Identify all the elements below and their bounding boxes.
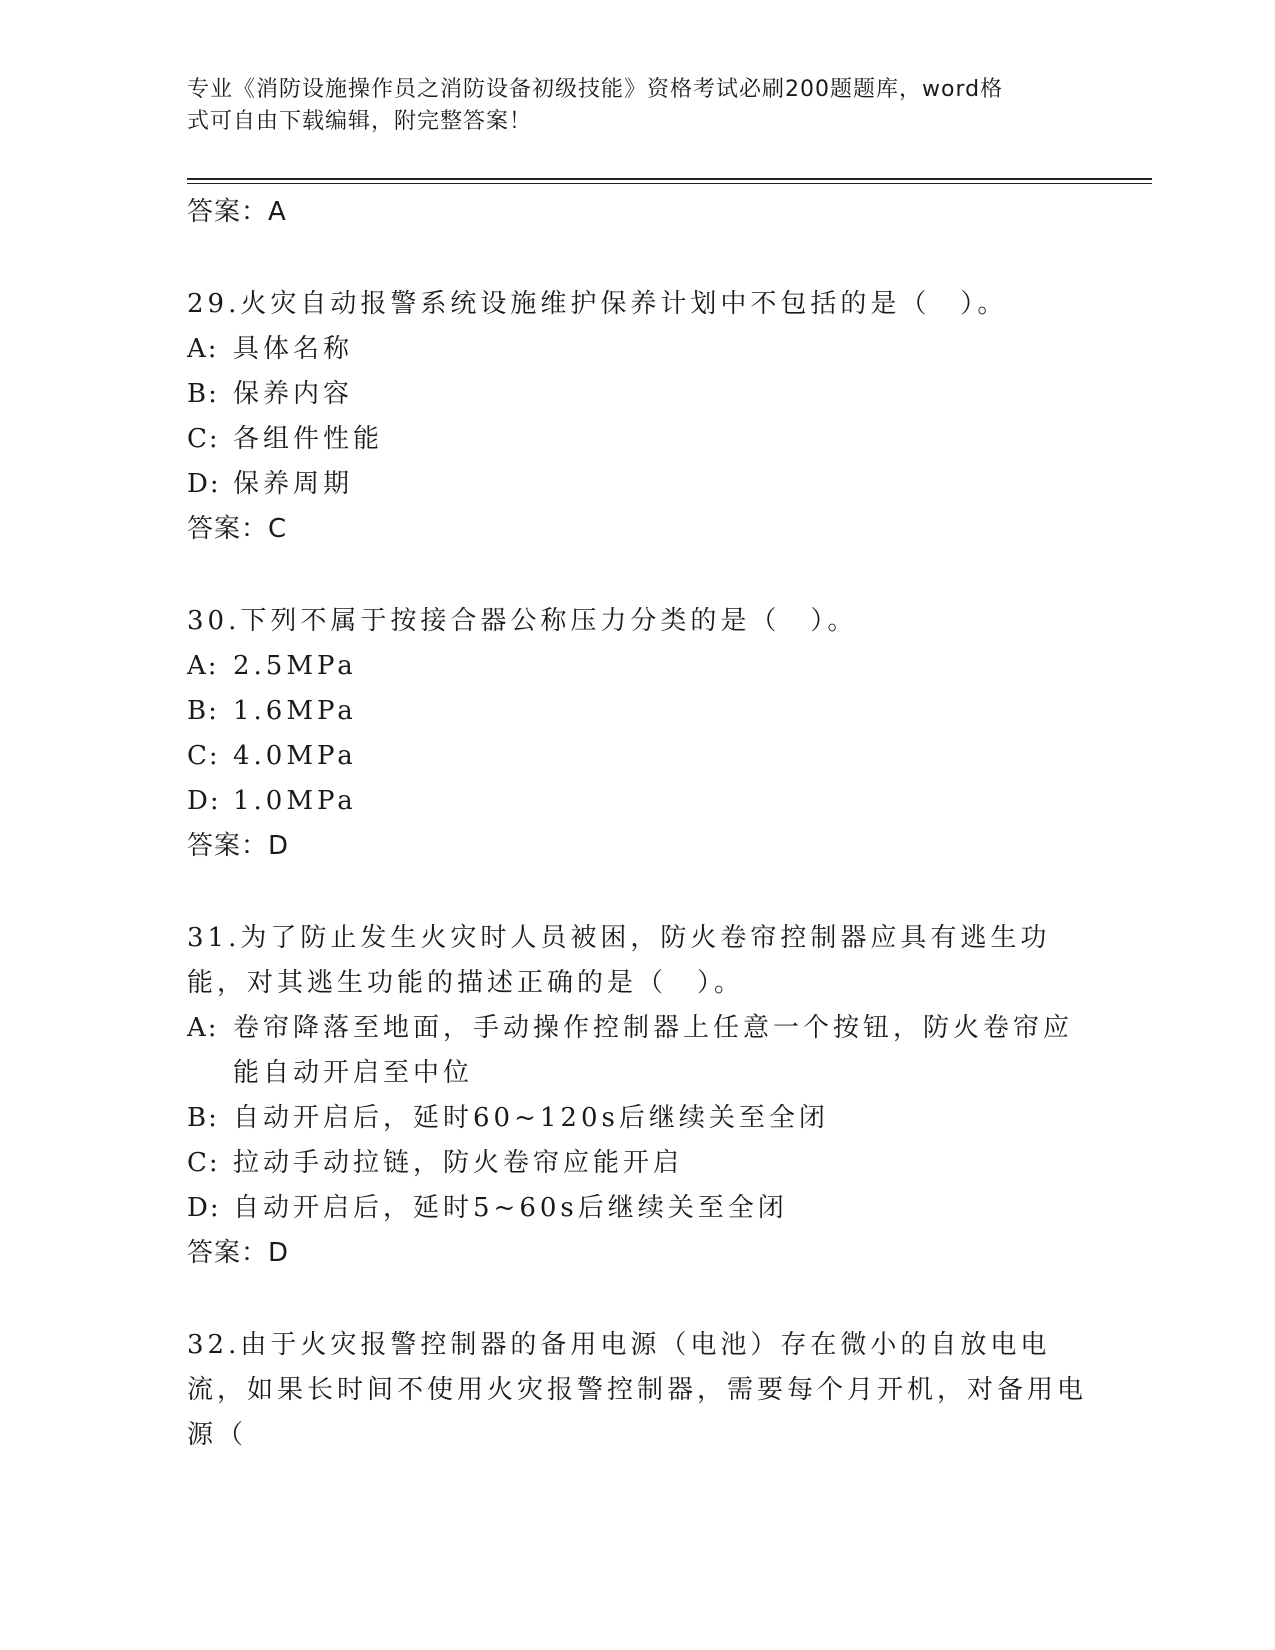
option-text: 保养周期 (233, 469, 354, 499)
option-key: C: (187, 424, 220, 454)
option-key: C: (187, 1148, 220, 1178)
question-stem: 30.下列不属于按接合器公称压力分类的是（ ）。 (187, 606, 858, 636)
option-c (187, 417, 1087, 462)
option-text: 自动开启后，延时60~120s后继续关至全闭 (233, 1103, 829, 1133)
option-d (187, 779, 1087, 824)
option-b (187, 372, 1087, 417)
question-block (187, 916, 1087, 1276)
option-d (187, 1186, 1087, 1231)
option-key: A: (187, 651, 219, 681)
option-key: D: (187, 469, 221, 499)
option-d (187, 462, 1087, 507)
option-text: 1.0MPa (233, 786, 357, 816)
option-c (187, 734, 1087, 779)
option-c (187, 1141, 1087, 1186)
option-key: B: (187, 696, 219, 726)
answer-line (187, 507, 1087, 552)
answer-prefix: 答案： (187, 831, 269, 861)
option-text: 2.5MPa (233, 651, 357, 681)
option-text: 拉动手动拉链，防火卷帘应能开启 (233, 1148, 684, 1178)
option-key: A: (187, 1013, 219, 1043)
option-key: C: (187, 741, 220, 771)
answer-value: C (268, 514, 288, 544)
question-stem: 29.火灾自动报警系统设施维护保养计划中不包括的是（ ）。 (187, 289, 1008, 319)
question-stem: 32.由于火灾报警控制器的备用电源（电池）存在微小的自放电电流，如果长时间不使用火灾报警控制器，需要每个月开机，对备用电源（ (187, 1330, 1088, 1450)
answer-prefix: 答案： (187, 1238, 269, 1268)
option-b (187, 689, 1087, 734)
option-key: B: (187, 1103, 219, 1133)
question-block (187, 282, 1087, 552)
question-stem: 31.为了防止发生火灾时人员被困，防火卷帘控制器应具有逃生功能，对其逃生功能的描述正确的是（ ）。 (187, 923, 1051, 998)
option-text: 4.0MPa (233, 741, 357, 771)
option-text: 各组件性能 (233, 424, 384, 454)
answer-line (187, 824, 1087, 869)
option-text: 具体名称 (233, 334, 354, 364)
option-text: 保养内容 (233, 379, 354, 409)
option-a (187, 1006, 1087, 1096)
option-b (187, 1096, 1087, 1141)
answer-line (187, 190, 1087, 235)
option-a (187, 327, 1087, 372)
header-divider-thin (187, 183, 1152, 184)
question-list (187, 190, 1087, 1458)
answer-line (187, 1231, 1087, 1276)
header-line-2: 式可自由下载编辑，附完整答案！ (187, 109, 533, 134)
question-block (187, 599, 1087, 869)
document-header (187, 74, 1067, 138)
option-a (187, 644, 1087, 689)
header-divider-thick (187, 178, 1152, 180)
option-text: 自动开启后，延时5~60s后继续关至全闭 (233, 1193, 788, 1223)
option-key: A: (187, 334, 219, 364)
answer-value: D (268, 831, 290, 861)
answer-prefix: 答案： (187, 197, 269, 227)
answer-prefix: 答案： (187, 514, 269, 544)
question-block (187, 1323, 1087, 1458)
answer-value: A (268, 197, 287, 227)
answer-value: D (268, 1238, 290, 1268)
option-key: B: (187, 379, 219, 409)
option-text: 1.6MPa (233, 696, 357, 726)
option-text: 卷帘降落至地面，手动操作控制器上任意一个按钮，防火卷帘应能自动开启至中位 (233, 1013, 1074, 1088)
option-key: D: (187, 1193, 221, 1223)
option-key: D: (187, 786, 221, 816)
header-line-1: 专业《消防设施操作员之消防设备初级技能》资格考试必刷200题题库，word格 (187, 77, 1004, 102)
